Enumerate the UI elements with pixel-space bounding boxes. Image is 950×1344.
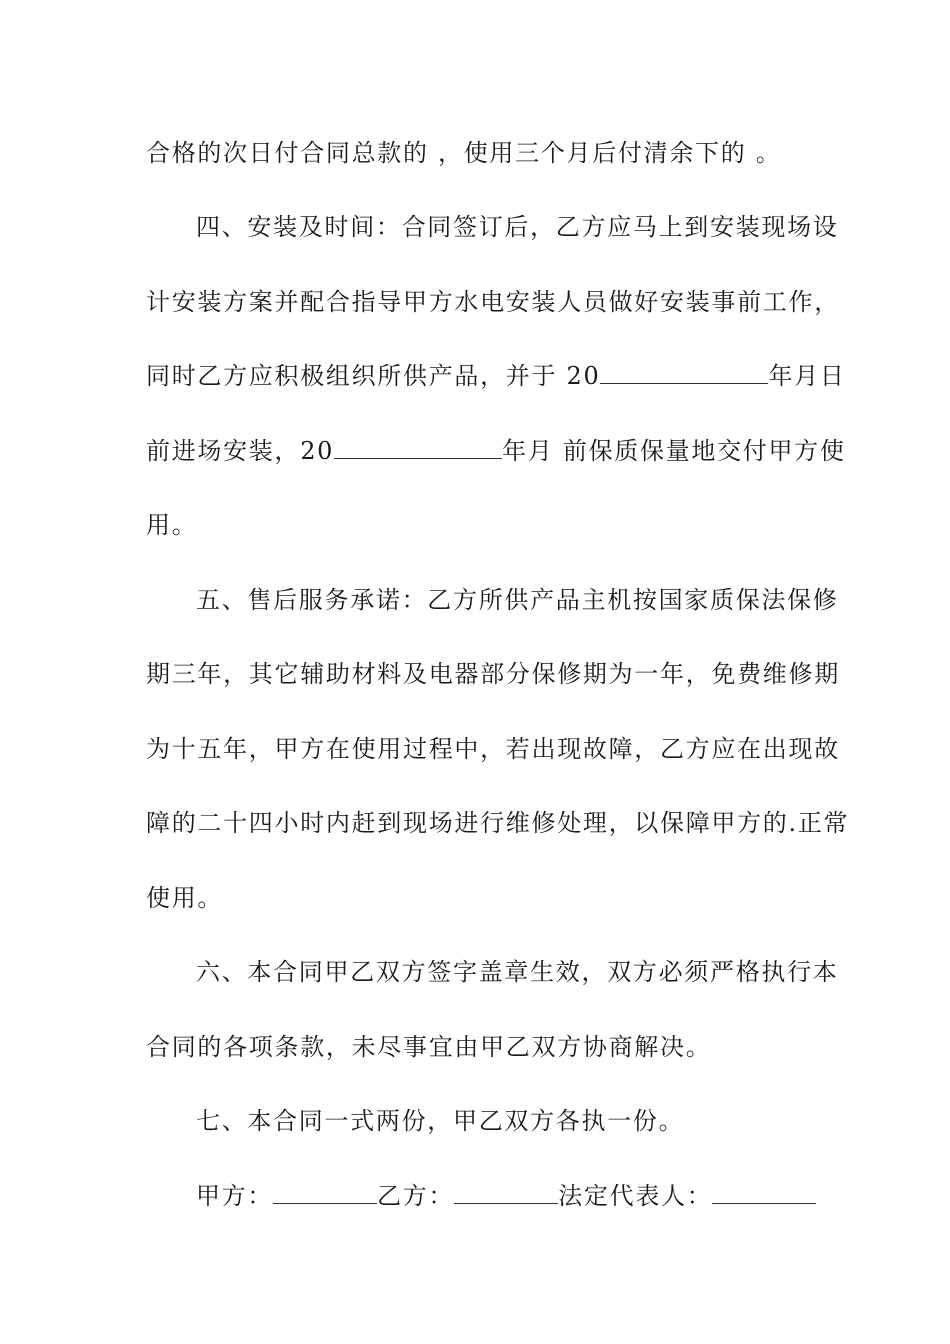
paragraph-line: 五、售后服务承诺：乙方所供产品主机按国家质保法保修 [196, 586, 839, 614]
paragraph-line: 障的二十四小时内赶到现场进行维修处理，以保障甲方的.正常 [146, 809, 850, 837]
paragraph-line: 合同的各项条款，未尽事宜由甲乙双方协商解决。 [146, 1033, 712, 1061]
line-text: 同时乙方应积极组织所供产品，并于 20 [146, 362, 601, 390]
line-text: 前进场安装，20 [146, 437, 335, 465]
date-blank [334, 438, 502, 459]
line-text: 年月日 [768, 362, 846, 390]
paragraph-line: 四、安装及时间：合同签订后，乙方应马上到安装现场设 [196, 213, 839, 241]
line-text: 年月 前保质保量地交付甲方使 [502, 437, 846, 465]
legal-rep-blank [712, 1183, 816, 1204]
paragraph-line [146, 361, 846, 391]
paragraph-line: 期三年，其它辅助材料及电器部分保修期为一年，免费维修期 [146, 660, 840, 688]
paragraph-line: 使用。 [146, 884, 224, 912]
paragraph-line: 计安装方案并配合指导甲方水电安装人员做好安装事前工作， [146, 288, 840, 316]
paragraph-line [146, 436, 846, 466]
party-a-blank [273, 1183, 377, 1204]
party-a-label: 甲方： [196, 1182, 274, 1210]
party-b-label: 乙方： [377, 1182, 455, 1210]
paragraph-line: 为十五年，甲方在使用过程中，若出现故障，乙方应在出现故 [146, 735, 840, 763]
paragraph-line: 合格的次日付合同总款的 ，使用三个月后付清余下的 。 [146, 139, 782, 167]
signature-line [196, 1181, 866, 1211]
legal-rep-label: 法定代表人： [558, 1182, 713, 1210]
paragraph-line: 七、本合同一式两份，甲乙双方各执一份。 [196, 1107, 685, 1135]
date-blank [600, 363, 768, 384]
paragraph-line: 用。 [146, 511, 198, 539]
party-b-blank [454, 1183, 558, 1204]
paragraph-line: 六、本合同甲乙双方签字盖章生效，双方必须严格执行本 [196, 958, 839, 986]
